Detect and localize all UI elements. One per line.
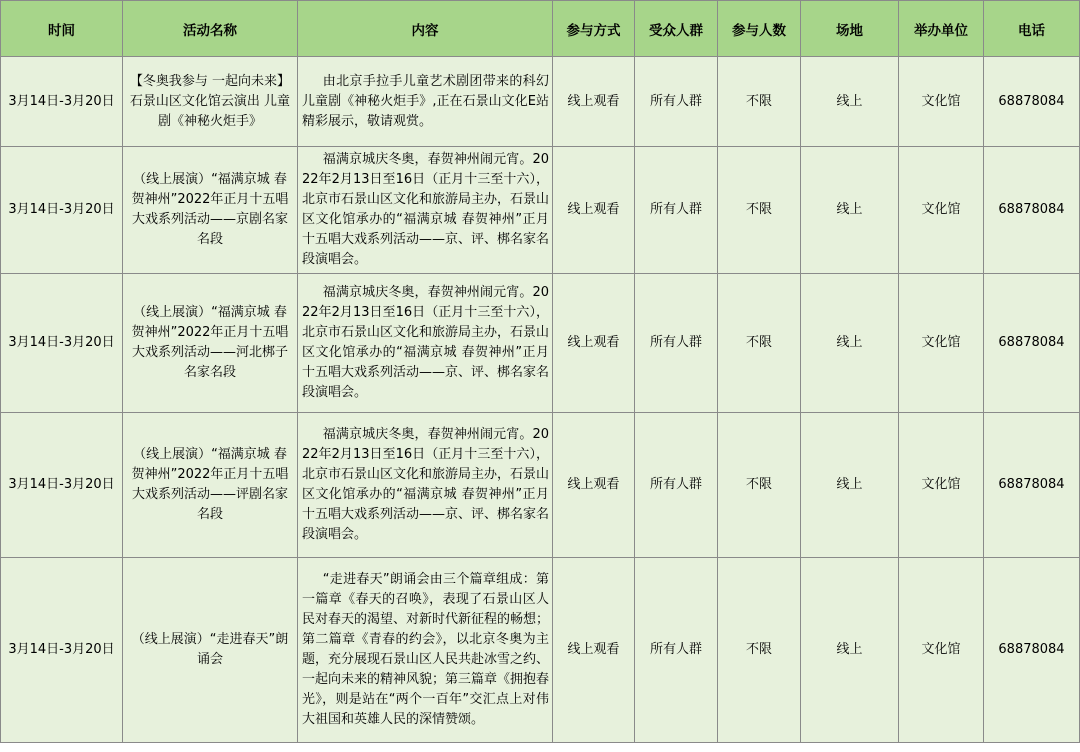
cell-content [298, 274, 553, 413]
cell-activity-name [123, 274, 298, 413]
cell-audience: 所有人群 [635, 413, 718, 558]
cell-time: 3月14日-3月20日 [1, 558, 123, 743]
cell-content [298, 57, 553, 147]
header-content: 内容 [298, 1, 553, 57]
header-method: 参与方式 [553, 1, 635, 57]
cell-activity-name [123, 147, 298, 274]
cell-method: 线上观看 [553, 558, 635, 743]
cell-method: 线上观看 [553, 57, 635, 147]
cell-venue: 线上 [801, 147, 899, 274]
content-text: “走进春天”朗诵会由三个篇章组成：第一篇章《春天的召唤》，表现了石景山区人民对春天的渴望、对新时代新征程的畅想；第二篇章《青春的约会》，以北京冬奥为主题，充分展现石景山区人民共赴冰雪之约、一起向未来的精神风貌；第三篇章《拥抱春光》，则是站在“两个一百年”交汇点上对伟大祖国和英雄人民的深情赞颂。 [302, 572, 550, 727]
cell-count: 不限 [718, 274, 801, 413]
cell-audience: 所有人群 [635, 558, 718, 743]
header-row [1, 1, 1080, 57]
content-text: 福满京城庆冬奥，春贺神州闹元宵。2022年2月13日至16日（正月十三至十六），北京市石景山区文化和旅游局主办，石景山区文化馆承办的“福满京城 春贺神州”正月十五唱大戏系列活动——京、评、梆名家名段演唱会。 [302, 152, 550, 267]
cell-phone: 68878084 [984, 57, 1080, 147]
content-text: 福满京城庆冬奥，春贺神州闹元宵。2022年2月13日至16日（正月十三至十六），北京市石景山区文化和旅游局主办，石景山区文化馆承办的“福满京城 春贺神州”正月十五唱大戏系列活动——京、评、梆名家名段演唱会。 [302, 427, 550, 542]
header-venue: 场地 [801, 1, 899, 57]
header-time: 时间 [1, 1, 123, 57]
cell-phone: 68878084 [984, 558, 1080, 743]
activity-name-text: （线上展演）“福满京城 春贺神州”2022年正月十五唱大戏系列活动——河北梆子名家名段 [131, 305, 289, 380]
table-row [1, 413, 1080, 558]
header-organizer: 举办单位 [899, 1, 984, 57]
cell-content [298, 413, 553, 558]
cell-organizer: 文化馆 [899, 558, 984, 743]
cell-time: 3月14日-3月20日 [1, 57, 123, 147]
activity-name-text: （线上展演）“福满京城 春贺神州”2022年正月十五唱大戏系列活动——京剧名家名段 [131, 172, 289, 247]
header-activity-name: 活动名称 [123, 1, 298, 57]
header-phone: 电话 [984, 1, 1080, 57]
activity-name-text: （线上展演）“走进春天”朗诵会 [131, 632, 289, 667]
cell-venue: 线上 [801, 413, 899, 558]
cell-activity-name [123, 413, 298, 558]
cell-audience: 所有人群 [635, 57, 718, 147]
content-text: 福满京城庆冬奥，春贺神州闹元宵。2022年2月13日至16日（正月十三至十六），北京市石景山区文化和旅游局主办，石景山区文化馆承办的“福满京城 春贺神州”正月十五唱大戏系列活动——京、评、梆名家名段演唱会。 [302, 285, 550, 400]
cell-audience: 所有人群 [635, 274, 718, 413]
cell-time: 3月14日-3月20日 [1, 147, 123, 274]
cell-content [298, 558, 553, 743]
cell-venue: 线上 [801, 558, 899, 743]
cell-time: 3月14日-3月20日 [1, 274, 123, 413]
cell-method: 线上观看 [553, 147, 635, 274]
cell-phone: 68878084 [984, 413, 1080, 558]
header-count: 参与人数 [718, 1, 801, 57]
cell-venue: 线上 [801, 274, 899, 413]
activity-name-text: 【冬奥我参与 一起向未来】石景山区文化馆云演出 儿童剧《神秘火炬手》 [129, 73, 291, 129]
cell-method: 线上观看 [553, 274, 635, 413]
cell-organizer: 文化馆 [899, 413, 984, 558]
cell-content [298, 147, 553, 274]
cell-organizer: 文化馆 [899, 57, 984, 147]
activity-name-text: （线上展演）“福满京城 春贺神州”2022年正月十五唱大戏系列活动——评剧名家名段 [131, 447, 289, 522]
cell-organizer: 文化馆 [899, 147, 984, 274]
cell-count: 不限 [718, 147, 801, 274]
table-row [1, 147, 1080, 274]
cell-activity-name [123, 57, 298, 147]
cell-activity-name [123, 558, 298, 743]
cell-count: 不限 [718, 413, 801, 558]
header-audience: 受众人群 [635, 1, 718, 57]
table-row [1, 558, 1080, 743]
table-row [1, 274, 1080, 413]
table-row [1, 57, 1080, 147]
cell-count: 不限 [718, 57, 801, 147]
cell-phone: 68878084 [984, 147, 1080, 274]
cell-time: 3月14日-3月20日 [1, 413, 123, 558]
cell-phone: 68878084 [984, 274, 1080, 413]
cell-audience: 所有人群 [635, 147, 718, 274]
cell-count: 不限 [718, 558, 801, 743]
content-text: 由北京手拉手儿童艺术剧团带来的科幻儿童剧《神秘火炬手》,正在石景山文化E站精彩展示，敬请观赏。 [302, 73, 549, 129]
cell-venue: 线上 [801, 57, 899, 147]
cell-organizer: 文化馆 [899, 274, 984, 413]
cell-method: 线上观看 [553, 413, 635, 558]
